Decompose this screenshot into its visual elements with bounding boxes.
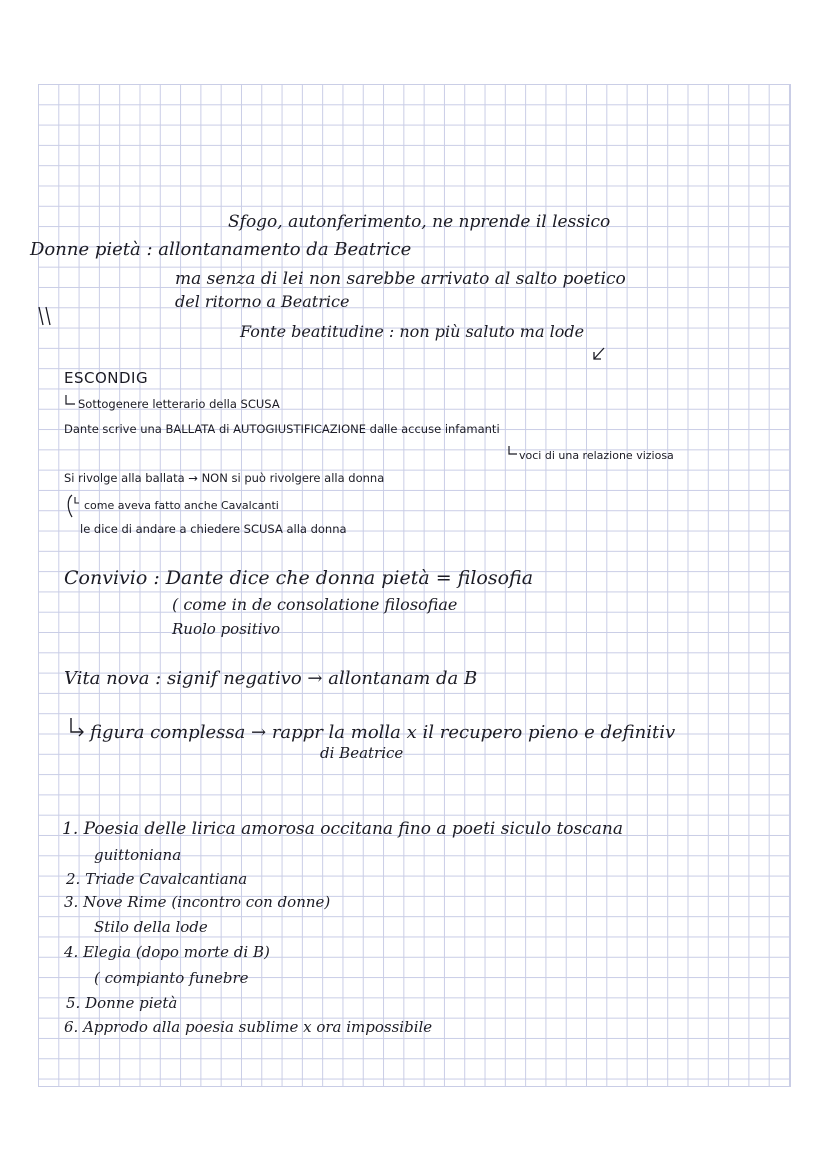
note-line: voci di una relazione viziosa [519,449,674,462]
note-line: ( come in de consolatione filosofiae [172,595,458,614]
note-line: Sfogo, autonferimento, ne nprende il lessico [228,212,611,232]
note-line: figura complessa → rappr la molla x il recupero pieno e definitiv [90,722,676,743]
note-line: del ritorno a Beatrice [175,292,350,311]
list-item: 4. Elegia (dopo morte di B) [64,943,270,961]
branch-bracket-icon [64,493,80,519]
list-item: ( compianto funebre [94,969,249,987]
note-line: Sottogenere letterario della SCUSA [78,397,280,411]
note-line: Fonte beatitudine : non più saluto ma lode [240,322,585,341]
note-line: Donne pietà : allontanamento da Beatrice [30,239,412,260]
list-item: 3. Nove Rime (incontro con donne) [64,893,331,911]
list-item: guittoniana [94,846,182,864]
list-item: 2. Triade Cavalcantiana [66,870,248,888]
note-line: Si rivolge alla ballata → NON si può rivolgere alla donna [64,471,385,485]
branch-arrow-icon [64,394,76,408]
double-bar-mark [34,305,58,329]
note-line: le dice di andare a chiedere SCUSA alla donna [80,522,347,536]
note-line: Vita nova : signif negativo → allontanam da B [64,668,478,689]
list-item: Stilo della lode [94,918,208,936]
note-line: ma senza di lei non sarebbe arrivato al salto poetico [175,269,626,289]
list-item: 6. Approdo alla poesia sublime x ora impossibile [64,1018,433,1036]
list-item: 5. Donne pietà [66,994,178,1012]
note-line: Convivio : Dante dice che donna pietà = filosofia [64,567,534,589]
list-item: 1. Poesia delle lirica amorosa occitana fino a poeti siculo toscana [62,819,623,839]
branch-arrow-icon [68,716,86,738]
note-line: Dante scrive una BALLATA di AUTOGIUSTIFICAZIONE dalle accuse infamanti [64,422,500,436]
section-heading: ESCONDIG [64,369,149,387]
note-line: di Beatrice [320,744,404,762]
note-line: come aveva fatto anche Cavalcanti [84,499,279,512]
branch-arrow-icon [507,445,519,459]
arrow-down-left-icon [591,346,607,362]
note-line: Ruolo positivo [172,620,281,638]
